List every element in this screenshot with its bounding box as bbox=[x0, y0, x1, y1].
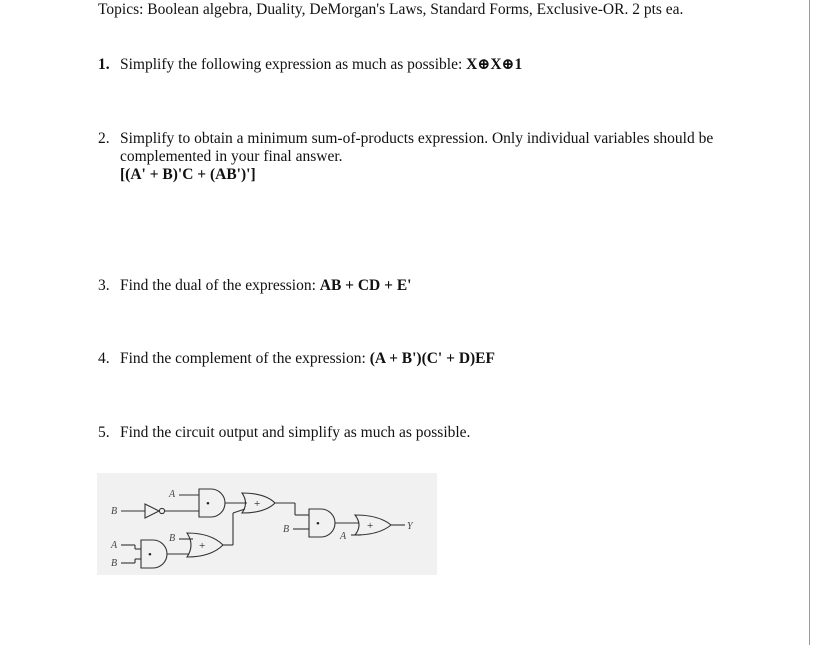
and3-symbol: • bbox=[316, 518, 320, 530]
question-3 bbox=[98, 277, 412, 295]
label-a-mid: A bbox=[340, 531, 347, 542]
label-output-y: Y bbox=[407, 521, 413, 532]
and1-symbol: • bbox=[206, 498, 210, 510]
question-text bbox=[120, 56, 522, 74]
expr-x2: X bbox=[490, 56, 502, 73]
question-number: 3. bbox=[98, 277, 110, 294]
question-3-prompt: Find the dual of the expression: bbox=[120, 277, 320, 294]
label-b-low: B bbox=[169, 533, 176, 544]
or3-symbol: + bbox=[367, 520, 374, 532]
not-gate bbox=[145, 504, 159, 518]
question-2 bbox=[98, 130, 714, 165]
question-1-prompt: Simplify the following expression as much as possible: bbox=[120, 56, 467, 73]
expr-x1: X bbox=[466, 56, 478, 73]
question-3-expression: AB + CD + E' bbox=[319, 277, 412, 294]
question-4 bbox=[98, 350, 495, 368]
circuit-diagram bbox=[97, 473, 437, 575]
or1-symbol: + bbox=[254, 498, 261, 510]
and2-symbol: • bbox=[148, 549, 152, 561]
label-b-mid: B bbox=[283, 524, 290, 535]
question-number: 5. bbox=[98, 424, 110, 441]
and-gate-1 bbox=[199, 489, 225, 517]
label-b-bot: B bbox=[111, 558, 118, 569]
expr-one: 1 bbox=[514, 56, 523, 73]
question-number: 4. bbox=[98, 350, 110, 367]
question-5 bbox=[98, 424, 471, 442]
page-border bbox=[809, 0, 810, 645]
question-text: Find the circuit output and simplify as much as possible. bbox=[120, 424, 471, 441]
label-a-top: A bbox=[169, 489, 176, 500]
label-b-not: B bbox=[111, 506, 118, 517]
question-number: 1. bbox=[98, 56, 110, 73]
question-text: Simplify to obtain a minimum sum-of-products expression. Only individual variables should be complemented in your final answer. bbox=[120, 130, 714, 165]
xor-symbol-1: ⊕ bbox=[477, 56, 491, 73]
and-gate-2 bbox=[141, 540, 167, 568]
label-a-bot: A bbox=[111, 540, 118, 551]
question-text bbox=[120, 277, 411, 295]
circuit-svg bbox=[97, 473, 437, 575]
question-4-expression: (A + B')(C' + D)EF bbox=[369, 350, 495, 367]
question-2-expression: [(A' + B)'C + (AB')'] bbox=[120, 166, 256, 183]
and-gate-3 bbox=[309, 509, 335, 537]
xor-symbol-2: ⊕ bbox=[501, 56, 515, 73]
question-4-prompt: Find the complement of the expression: bbox=[120, 350, 370, 367]
or2-symbol: + bbox=[199, 540, 206, 552]
question-text bbox=[120, 350, 495, 368]
question-1 bbox=[98, 56, 523, 74]
question-number: 2. bbox=[98, 130, 110, 147]
topics-header: Topics: Boolean algebra, Duality, DeMorgan's Laws, Standard Forms, Exclusive-OR. 2 pts ea. bbox=[98, 1, 684, 18]
